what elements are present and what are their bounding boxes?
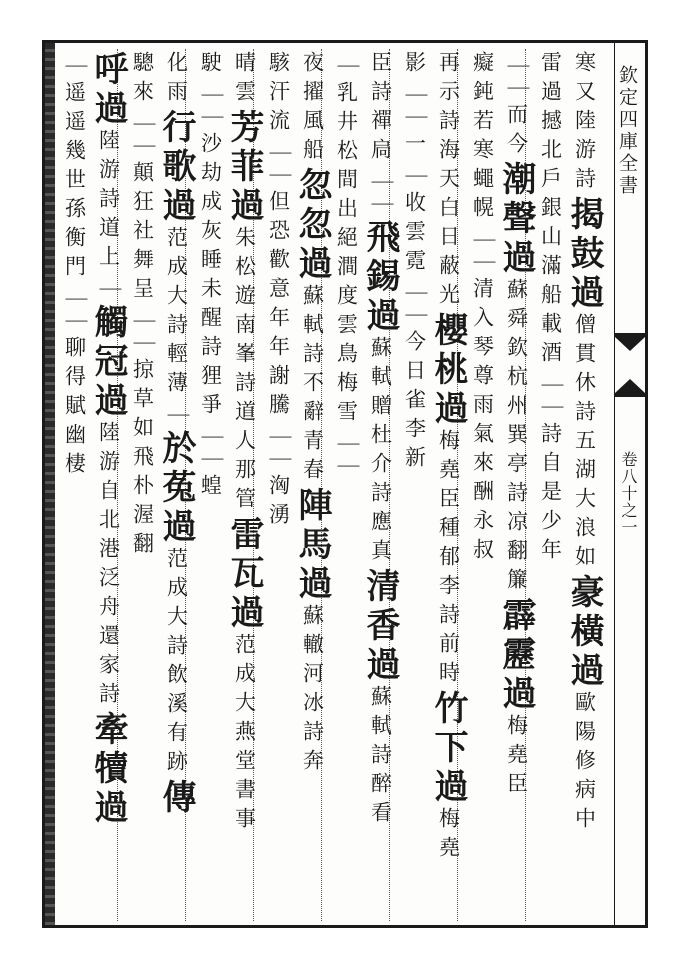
annotation: 沙劫成灰睡未醒 bbox=[198, 132, 223, 335]
text-column bbox=[125, 51, 159, 921]
repeat-mark: ｜｜ bbox=[198, 84, 223, 128]
annotation: 掠草如飛朴渥翻 bbox=[130, 358, 155, 561]
annotation: 影 bbox=[402, 51, 427, 80]
annotation: 酬永叔 bbox=[470, 480, 495, 567]
annotation: 寒又陸游詩 bbox=[572, 51, 597, 196]
repeat-mark: ｜｜ bbox=[470, 229, 495, 273]
text-column bbox=[465, 51, 499, 921]
annotation: 收雲霓 bbox=[402, 191, 427, 278]
headword: 呼過 bbox=[88, 51, 128, 129]
text-column bbox=[496, 51, 536, 921]
annotation: 再示詩海天白日蔽光 bbox=[436, 51, 461, 312]
headword: 忽忽過 bbox=[292, 167, 332, 284]
headword: 傳 bbox=[156, 779, 196, 818]
repeat-mark: ｜｜ bbox=[402, 84, 427, 128]
headword: 於菟過 bbox=[156, 430, 196, 547]
annotation: 清入琴尊雨氣來 bbox=[470, 277, 495, 480]
headword: 清香過 bbox=[360, 568, 400, 685]
annotation: 詩狸爭 bbox=[198, 335, 223, 422]
text-column bbox=[292, 51, 332, 921]
headword: 飛錫過 bbox=[360, 219, 400, 336]
repeat-mark: ｜｜ bbox=[266, 426, 291, 470]
annotation: 梅堯臣 bbox=[504, 714, 529, 801]
headword: 竹下過 bbox=[428, 690, 468, 807]
annotation: 夜擢風船 bbox=[300, 51, 325, 167]
headword: 觸冠過 bbox=[88, 304, 128, 421]
binding-edge bbox=[45, 43, 55, 925]
annotation: 梅堯 bbox=[436, 807, 461, 865]
repeat-mark: ｜ bbox=[164, 404, 189, 426]
annotation: 陸游自北港泛舟還家詩 bbox=[96, 421, 121, 711]
annotation: 雷過撼北戶 bbox=[538, 51, 563, 196]
headword: 豪橫過 bbox=[564, 574, 604, 691]
annotation: 蘇軾贈杜介詩應真 bbox=[368, 336, 393, 568]
annotation: 聊得賦幽棲 bbox=[62, 336, 87, 481]
annotation: 一 bbox=[402, 132, 427, 161]
repeat-mark: ｜ bbox=[96, 278, 121, 300]
annotation: 但恐歡意年年謝 bbox=[266, 190, 291, 393]
annotation: 乳井松間出 bbox=[334, 81, 359, 226]
repeat-mark: ｜｜ bbox=[368, 171, 393, 215]
annotation: 幌 bbox=[470, 196, 495, 225]
repeat-mark: ｜｜ bbox=[504, 55, 529, 99]
annotation: 蝗 bbox=[198, 474, 223, 503]
annotation: 范成大燕堂書事 bbox=[232, 633, 257, 836]
repeat-mark: ｜｜ bbox=[402, 282, 427, 326]
headword: 芳菲過 bbox=[224, 109, 264, 226]
text-column bbox=[564, 51, 604, 921]
page-fold-margin bbox=[614, 43, 645, 925]
annotation: 顛狂社舞呈 bbox=[130, 161, 155, 306]
annotation: 絕澗度雲鳥 bbox=[334, 226, 359, 371]
annotation: 歐陽修病中 bbox=[572, 691, 597, 836]
annotation: 詩自是少年 bbox=[538, 422, 563, 567]
repeat-mark: ｜｜ bbox=[130, 310, 155, 354]
annotation: 癡鈍若寒蠅 bbox=[470, 51, 495, 196]
repeat-mark: ｜｜ bbox=[62, 288, 87, 332]
headword: 櫻桃過 bbox=[428, 312, 468, 429]
annotation: 化雨 bbox=[164, 51, 189, 109]
annotation: 陸游詩道上 bbox=[96, 129, 121, 274]
headword: 揭鼓過 bbox=[564, 196, 604, 313]
annotation: 洶湧 bbox=[266, 474, 291, 532]
book-page bbox=[42, 40, 648, 928]
text-column bbox=[193, 51, 227, 921]
annotation: 臣詩禪扃 bbox=[368, 51, 393, 167]
headword: 雷瓦過 bbox=[224, 516, 264, 633]
text-column bbox=[533, 51, 567, 921]
annotation: 駛 bbox=[198, 51, 223, 80]
annotation: 晴雲 bbox=[232, 51, 257, 109]
headword: 陣馬過 bbox=[292, 487, 332, 604]
repeat-mark: ｜ bbox=[62, 55, 87, 77]
text-column bbox=[428, 51, 468, 921]
repeat-mark: ｜｜ bbox=[334, 433, 359, 477]
book-title: 欽定四庫全書 bbox=[616, 65, 638, 197]
text-column bbox=[261, 51, 295, 921]
text-column bbox=[88, 51, 128, 921]
annotation: 而今 bbox=[504, 103, 529, 161]
text-column bbox=[329, 51, 363, 921]
repeat-mark: ｜ bbox=[334, 55, 359, 77]
repeat-mark: ｜｜ bbox=[538, 374, 563, 418]
annotation: 今日雀李新 bbox=[402, 330, 427, 475]
headword: 行歌過 bbox=[156, 109, 196, 226]
annotation: 蘇軾詩醉看 bbox=[368, 685, 393, 830]
chapter-label: 卷八十之一 bbox=[619, 451, 638, 536]
annotation: 遥遥幾世孫 bbox=[62, 81, 87, 226]
repeat-mark: ｜｜ bbox=[198, 426, 223, 470]
fish-tail-mark-icon bbox=[615, 333, 645, 351]
annotation: 蘇轍河冰詩奔 bbox=[300, 604, 325, 778]
annotation: 騰 bbox=[266, 393, 291, 422]
text-column bbox=[224, 51, 264, 921]
annotation: 梅堯臣種郁李詩前時 bbox=[436, 429, 461, 690]
annotation: 梅雪 bbox=[334, 371, 359, 429]
annotation: 范成大詩飲溪有跡 bbox=[164, 547, 189, 779]
repeat-mark: ｜｜ bbox=[266, 142, 291, 186]
annotation: 衡門 bbox=[62, 226, 87, 284]
annotation: 蘇軾詩不辭青春 bbox=[300, 284, 325, 487]
headword: 牽犢過 bbox=[88, 711, 128, 828]
repeat-mark: ｜ bbox=[402, 165, 427, 187]
text-column bbox=[397, 51, 431, 921]
text-column bbox=[360, 51, 400, 921]
text-column bbox=[57, 51, 91, 921]
annotation: 銀山滿船載酒 bbox=[538, 196, 563, 370]
fish-tail-mark-icon bbox=[615, 379, 645, 397]
headword: 潮聲過 bbox=[496, 161, 536, 278]
annotation: 蘇舜欽杭州巽亭詩凉翻簾 bbox=[504, 278, 529, 597]
headword: 霹靂過 bbox=[496, 597, 536, 714]
annotation: 朱松遊南峯詩道人那管 bbox=[232, 226, 257, 516]
annotation: 駭汗流 bbox=[266, 51, 291, 138]
annotation: 范成大詩輕薄 bbox=[164, 226, 189, 400]
annotation: 驄來 bbox=[130, 51, 155, 109]
annotation: 僧貫休詩五湖大浪如 bbox=[572, 313, 597, 574]
text-column bbox=[156, 51, 196, 921]
repeat-mark: ｜｜ bbox=[130, 113, 155, 157]
